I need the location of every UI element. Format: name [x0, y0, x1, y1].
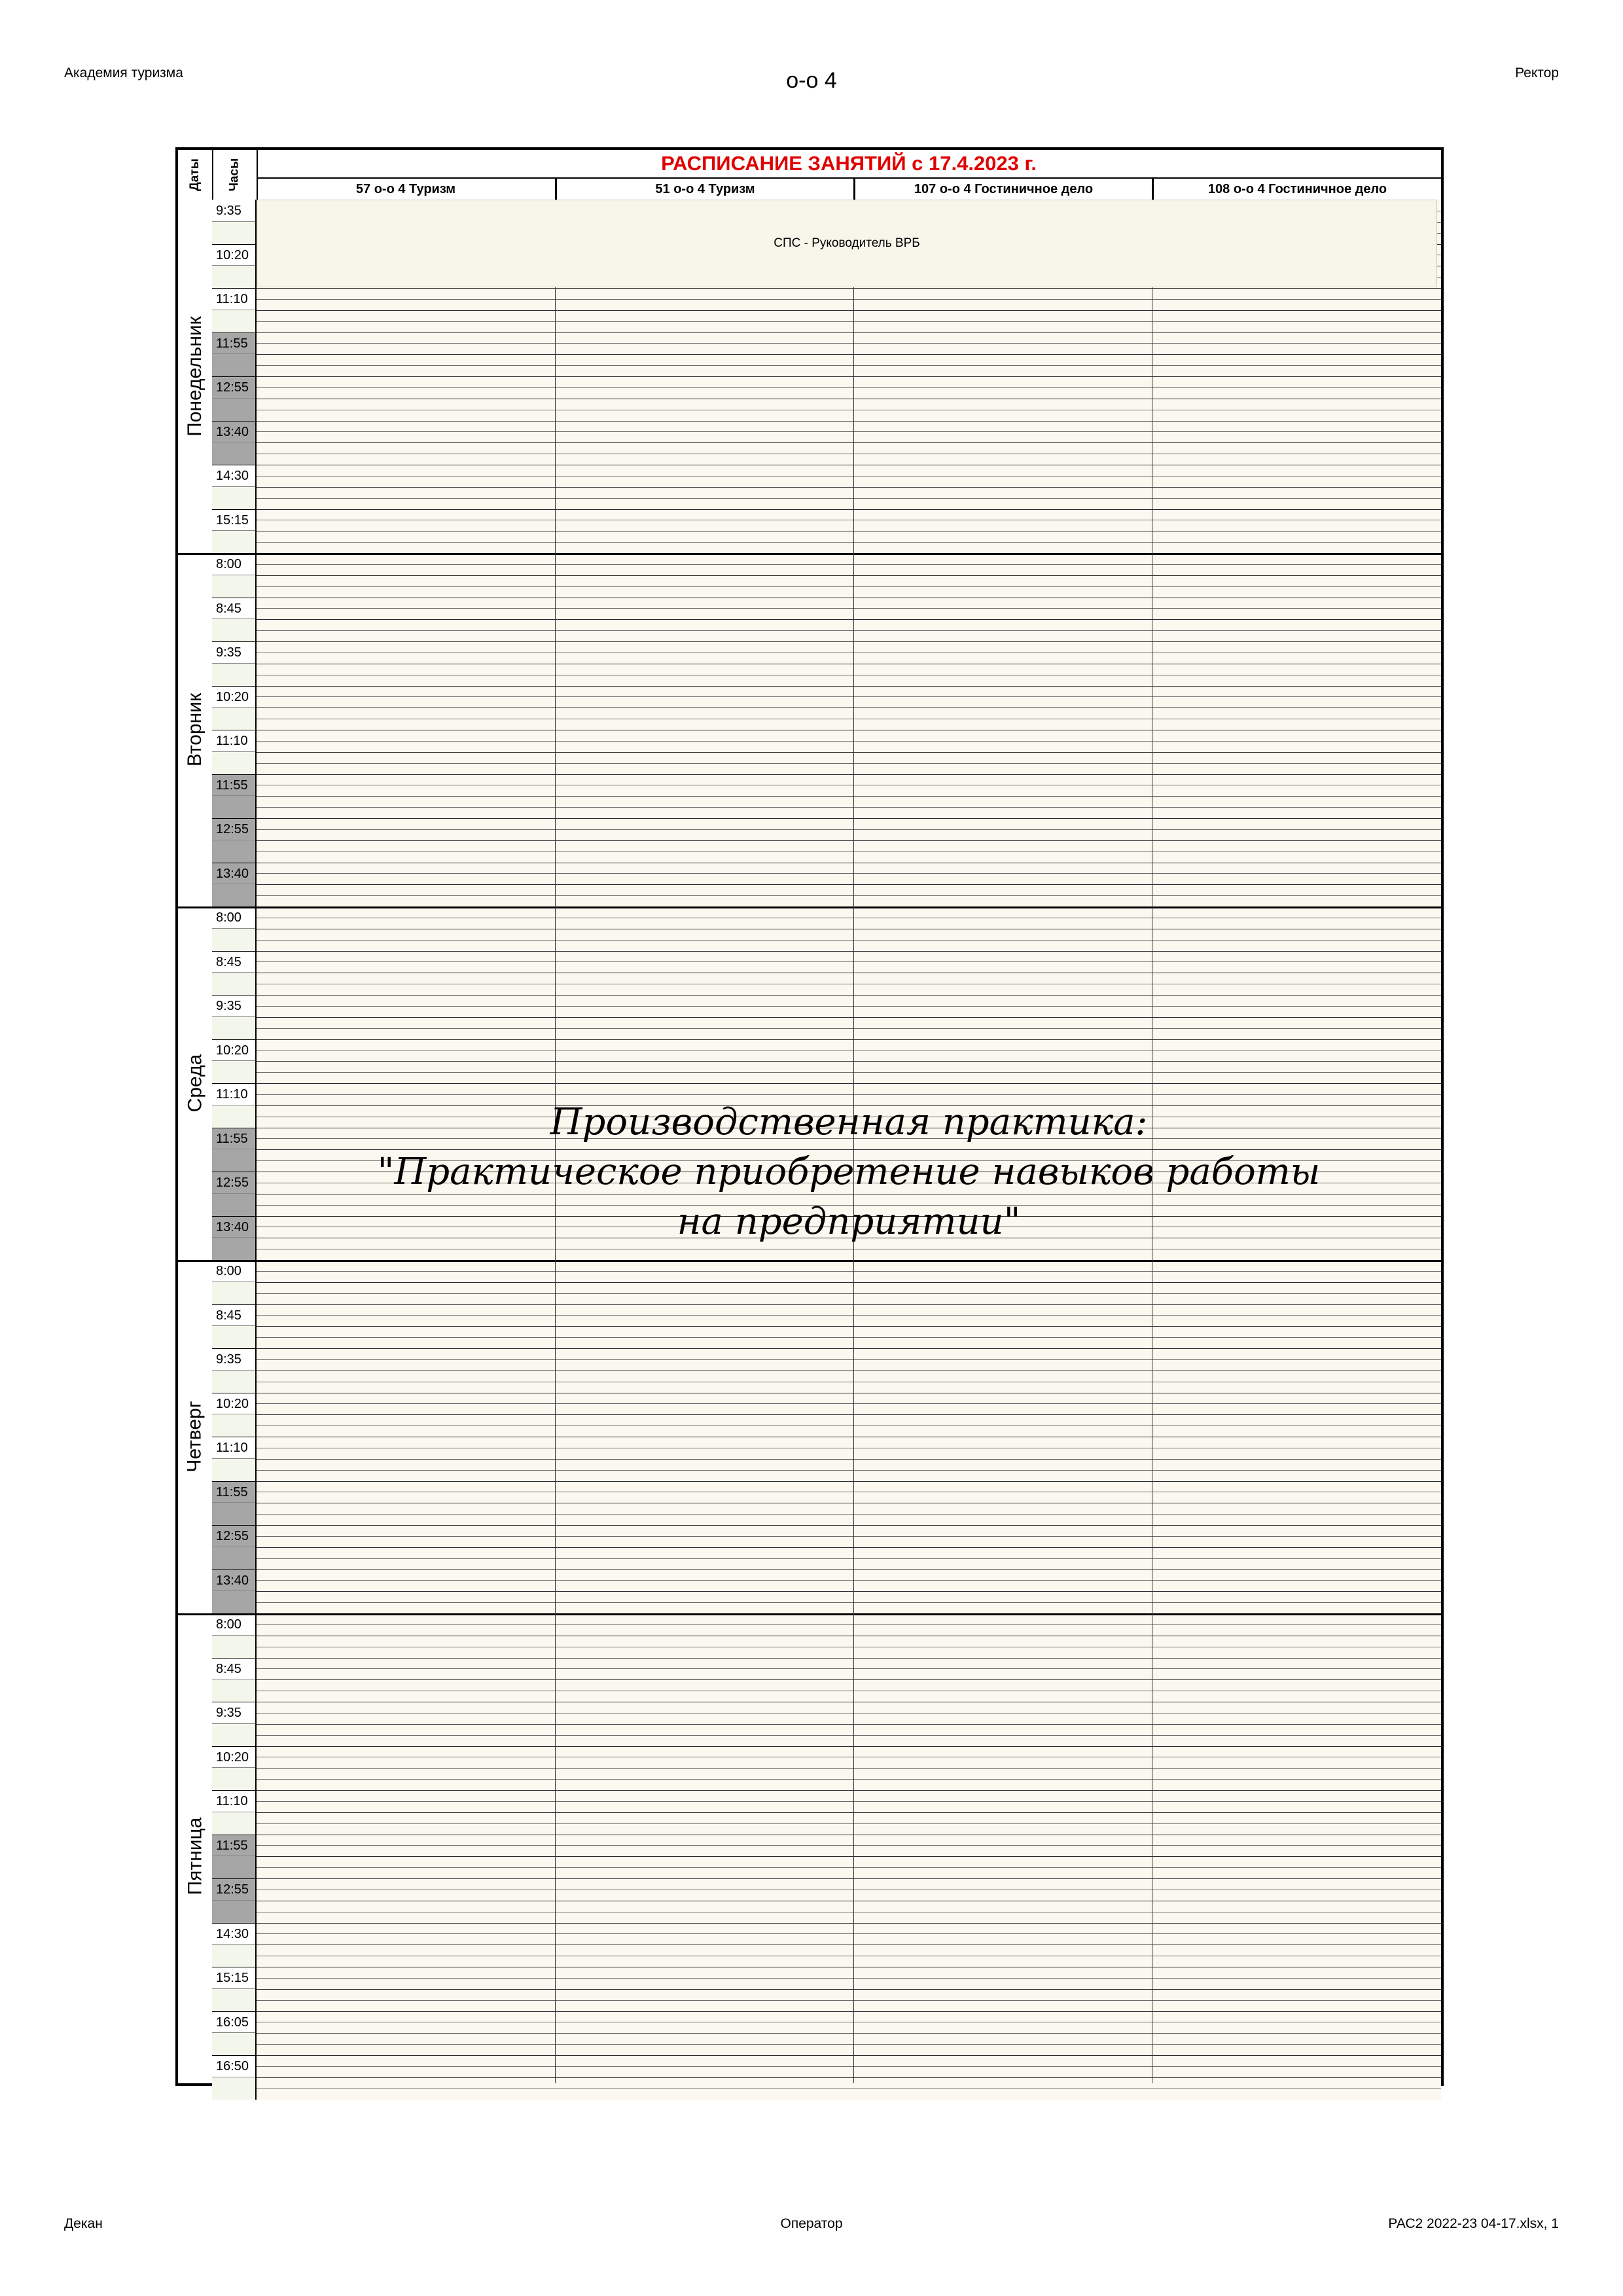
row-line — [257, 884, 1441, 885]
slot-line — [212, 421, 257, 422]
slot-line — [212, 1923, 257, 1924]
time-slot — [212, 774, 257, 819]
slot-line — [212, 641, 257, 642]
time-label: 10:20 — [212, 244, 255, 266]
row-line — [257, 1933, 1441, 1934]
row-line — [257, 1867, 1441, 1868]
row-line — [257, 2066, 1441, 2067]
time-label: 8:00 — [212, 1260, 255, 1282]
time-slot — [212, 1304, 257, 1349]
day-name: Понедельник — [184, 316, 205, 437]
time-label: 9:35 — [212, 995, 255, 1017]
time-label: 14:30 — [212, 1923, 255, 1945]
row-line — [257, 961, 1441, 962]
row-line — [257, 807, 1441, 808]
time-slot — [212, 686, 257, 730]
row-line — [257, 1061, 1441, 1062]
time-slot — [212, 244, 257, 289]
row-line — [257, 2055, 1441, 2056]
row-line — [257, 1403, 1441, 1404]
row-line — [257, 630, 1441, 631]
time-label: 10:20 — [212, 1393, 255, 1415]
time-label: 11:55 — [212, 774, 255, 797]
row-line — [257, 564, 1441, 565]
time-label: 15:15 — [212, 1967, 255, 1989]
time-slot — [212, 1481, 257, 1526]
row-line — [257, 1602, 1441, 1603]
row-line — [257, 1591, 1441, 1592]
time-label: 11:55 — [212, 1128, 255, 1150]
time-slot — [212, 906, 257, 951]
time-label: 12:55 — [212, 818, 255, 840]
time-slot — [212, 951, 257, 996]
row-line — [257, 1790, 1441, 1791]
time-slot — [212, 1348, 257, 1393]
row-line — [257, 431, 1441, 432]
slot-line — [212, 686, 257, 687]
time-slot — [212, 1835, 257, 1879]
time-slot — [212, 1613, 257, 1658]
time-label: 13:40 — [212, 421, 255, 443]
time-slot — [212, 553, 257, 598]
slot-line — [212, 376, 257, 377]
practice-line: "Практическое приобретение навыков работы — [377, 1151, 1321, 1193]
header-course: о-о 4 — [786, 68, 837, 93]
row-line — [257, 421, 1441, 422]
row-line — [257, 696, 1441, 697]
time-label: 11:55 — [212, 1835, 255, 1857]
row-line — [257, 1359, 1441, 1360]
day-separator — [178, 1260, 1441, 1262]
slot-line — [212, 1658, 257, 1659]
row-line — [257, 442, 1441, 443]
slot-line — [212, 1083, 257, 1084]
header-institution: Академия туризма — [64, 65, 183, 81]
row-line — [257, 2044, 1441, 2045]
day-separator — [178, 553, 1441, 555]
time-slot — [212, 1878, 257, 1923]
time-label: 13:40 — [212, 863, 255, 885]
day-name: Четверг — [184, 1401, 205, 1473]
time-slot — [212, 863, 257, 907]
row-line — [257, 321, 1441, 322]
time-slot — [212, 1216, 257, 1261]
row-line — [257, 1856, 1441, 1857]
row-line — [257, 1293, 1441, 1294]
row-line — [257, 995, 1441, 996]
slot-line — [212, 1039, 257, 1040]
row-line — [257, 1823, 1441, 1824]
time-slot — [212, 1260, 257, 1304]
row-line — [257, 619, 1441, 620]
row-line — [257, 487, 1441, 488]
monday-event: СПС - Руководитель ВРБ — [257, 200, 1437, 287]
time-label: 10:20 — [212, 686, 255, 708]
row-line — [257, 1779, 1441, 1780]
time-slot — [212, 200, 257, 244]
row-line — [257, 1547, 1441, 1548]
time-slot — [212, 421, 257, 465]
time-label: 16:05 — [212, 2011, 255, 2034]
time-label: 12:55 — [212, 1878, 255, 1901]
row-line — [257, 1724, 1441, 1725]
row-line — [257, 387, 1441, 388]
time-label: 8:00 — [212, 906, 255, 929]
row-line — [257, 1735, 1441, 1736]
row-line — [257, 774, 1441, 775]
row-line — [257, 288, 1441, 289]
row-line — [257, 586, 1441, 587]
slot-line — [212, 1746, 257, 1747]
day-separator — [178, 1613, 1441, 1615]
slot-line — [212, 509, 257, 510]
row-line — [257, 763, 1441, 764]
time-label: 11:10 — [212, 1437, 255, 1459]
group-header: 108 о-о 4 Гостиничное дело — [1152, 177, 1441, 200]
time-slot — [212, 730, 257, 774]
row-line — [257, 1878, 1441, 1879]
row-line — [257, 542, 1441, 543]
row-line — [257, 2000, 1441, 2001]
time-slot — [212, 1570, 257, 1614]
row-line — [257, 498, 1441, 499]
slot-line — [212, 1481, 257, 1482]
row-line — [257, 1989, 1441, 1990]
row-line — [257, 1459, 1441, 1460]
row-line — [257, 2077, 1441, 2078]
slot-line — [212, 774, 257, 775]
practice-line: на предприятии" — [677, 1200, 1021, 1243]
day-name: Среда — [184, 1054, 206, 1113]
time-label: 10:20 — [212, 1039, 255, 1062]
row-line — [257, 509, 1441, 510]
time-slot — [212, 598, 257, 642]
time-label: 12:55 — [212, 1172, 255, 1194]
time-slot — [212, 1923, 257, 1967]
day-name: Вторник — [184, 692, 205, 767]
row-line — [257, 1514, 1441, 1515]
time-label: 11:55 — [212, 332, 255, 355]
time-label: 9:35 — [212, 200, 255, 222]
time-label: 9:35 — [212, 641, 255, 664]
row-line — [257, 1801, 1441, 1802]
row-line — [257, 299, 1441, 300]
row-line — [257, 1337, 1441, 1338]
slot-line — [212, 2055, 257, 2056]
slot-line — [212, 1216, 257, 1217]
time-slot — [212, 1702, 257, 1746]
time-label: 8:45 — [212, 598, 255, 620]
time-label: 8:45 — [212, 951, 255, 973]
slot-line — [212, 951, 257, 952]
hours-column-header: Часы — [212, 150, 258, 200]
row-line — [257, 741, 1441, 742]
time-slot — [212, 1437, 257, 1481]
time-slot — [212, 288, 257, 332]
row-line — [257, 1304, 1441, 1305]
time-label: 8:00 — [212, 553, 255, 575]
row-line — [257, 2033, 1441, 2034]
row-line — [257, 873, 1441, 874]
slot-line — [212, 244, 257, 245]
time-label: 15:15 — [212, 509, 255, 531]
row-line — [257, 2011, 1441, 2012]
time-slot — [212, 509, 257, 554]
day-name: Пятница — [184, 1817, 205, 1895]
row-line — [257, 840, 1441, 841]
group-header: 51 о-о 4 Туризм — [555, 177, 853, 200]
dates-column-header: Даты — [178, 150, 213, 200]
row-line — [257, 951, 1441, 952]
time-slot — [212, 1083, 257, 1128]
row-line — [257, 608, 1441, 609]
row-line — [257, 1580, 1441, 1581]
row-line — [257, 1271, 1441, 1272]
time-label: 9:35 — [212, 1702, 255, 1724]
schedule-title: РАСПИСАНИЕ ЗАНЯТИЙ с 17.4.2023 г. — [661, 152, 1037, 175]
time-label: 8:45 — [212, 1658, 255, 1680]
row-line — [257, 1845, 1441, 1846]
practice-line: Производственная практика: — [550, 1101, 1148, 1143]
row-line — [257, 1679, 1441, 1680]
time-label: 8:00 — [212, 1613, 255, 1636]
row-line — [257, 1348, 1441, 1349]
header-rector: Ректор — [1515, 65, 1559, 81]
row-line — [257, 1525, 1441, 1526]
day-separator — [178, 906, 1441, 908]
row-line — [257, 1470, 1441, 1471]
row-line — [257, 829, 1441, 830]
row-line — [257, 1812, 1441, 1813]
time-slot — [212, 2055, 257, 2100]
time-label: 11:10 — [212, 1790, 255, 1812]
row-line — [257, 940, 1441, 941]
time-slot — [212, 1967, 257, 2011]
row-line — [257, 895, 1441, 896]
row-line — [257, 1978, 1441, 1979]
row-line — [257, 1006, 1441, 1007]
group-header: 57 о-о 4 Туризм — [257, 177, 555, 200]
row-line — [257, 686, 1441, 687]
time-slot — [212, 1172, 257, 1216]
time-slot — [212, 1746, 257, 1791]
time-slot — [212, 376, 257, 421]
slot-line — [212, 818, 257, 819]
row-line — [257, 1315, 1441, 1316]
row-line — [257, 752, 1441, 753]
slot-line — [212, 1878, 257, 1879]
slot-line — [212, 332, 257, 333]
time-slot — [212, 641, 257, 686]
time-slot — [212, 2011, 257, 2056]
row-line — [257, 1536, 1441, 1537]
row-line — [257, 1282, 1441, 1283]
row-line — [257, 1094, 1441, 1095]
row-line — [257, 376, 1441, 377]
row-line — [257, 1017, 1441, 1018]
time-label: 16:50 — [212, 2055, 255, 2077]
row-line — [257, 1039, 1441, 1040]
schedule-table — [175, 147, 1444, 2086]
footer-dean: Декан — [64, 2216, 103, 2231]
time-slot — [212, 1525, 257, 1570]
slot-line — [212, 1790, 257, 1791]
time-slot — [212, 1039, 257, 1084]
slot-line — [212, 1348, 257, 1349]
row-line — [257, 1481, 1441, 1482]
slot-line — [212, 1304, 257, 1305]
time-slot — [212, 818, 257, 863]
row-line — [257, 1746, 1441, 1747]
footer-file: РАС2 2022-23 04-17.xlsx, 1 — [1388, 2216, 1559, 2231]
slot-line — [212, 995, 257, 996]
time-slot — [212, 332, 257, 377]
row-line — [257, 1072, 1441, 1073]
row-line — [257, 332, 1441, 333]
time-label: 12:55 — [212, 1525, 255, 1547]
row-line — [257, 796, 1441, 797]
row-line — [257, 1558, 1441, 1559]
row-line — [257, 1624, 1441, 1625]
time-label: 9:35 — [212, 1348, 255, 1371]
time-label: 14:30 — [212, 465, 255, 487]
group-header: 107 о-о 4 Гостиничное дело — [853, 177, 1152, 200]
row-line — [257, 343, 1441, 344]
row-line — [257, 1668, 1441, 1669]
slot-line — [212, 2011, 257, 2012]
row-line — [257, 310, 1441, 311]
row-line — [257, 641, 1441, 642]
row-line — [257, 1028, 1441, 1029]
row-line — [257, 1326, 1441, 1327]
row-line — [257, 354, 1441, 355]
slot-line — [212, 288, 257, 289]
time-slot — [212, 1128, 257, 1172]
time-label: 12:55 — [212, 376, 255, 399]
time-slot — [212, 1790, 257, 1835]
time-slot — [212, 995, 257, 1039]
time-label: 11:10 — [212, 288, 255, 310]
time-label: 11:10 — [212, 730, 255, 752]
time-label: 13:40 — [212, 1570, 255, 1592]
time-label: 11:55 — [212, 1481, 255, 1503]
row-line — [257, 1083, 1441, 1084]
row-line — [257, 575, 1441, 576]
time-slot — [212, 1393, 257, 1437]
footer-operator: Оператор — [780, 2216, 843, 2231]
row-line — [257, 1923, 1441, 1924]
row-line — [257, 1414, 1441, 1415]
row-line — [257, 1658, 1441, 1659]
time-slot — [212, 465, 257, 509]
time-label: 10:20 — [212, 1746, 255, 1768]
time-label: 11:10 — [212, 1083, 255, 1105]
time-slot — [212, 1658, 257, 1702]
slot-line — [212, 1525, 257, 1526]
time-label: 13:40 — [212, 1216, 255, 1238]
row-line — [257, 818, 1441, 819]
row-line — [257, 365, 1441, 366]
time-label: 8:45 — [212, 1304, 255, 1327]
practice-notice — [257, 1098, 1441, 1247]
